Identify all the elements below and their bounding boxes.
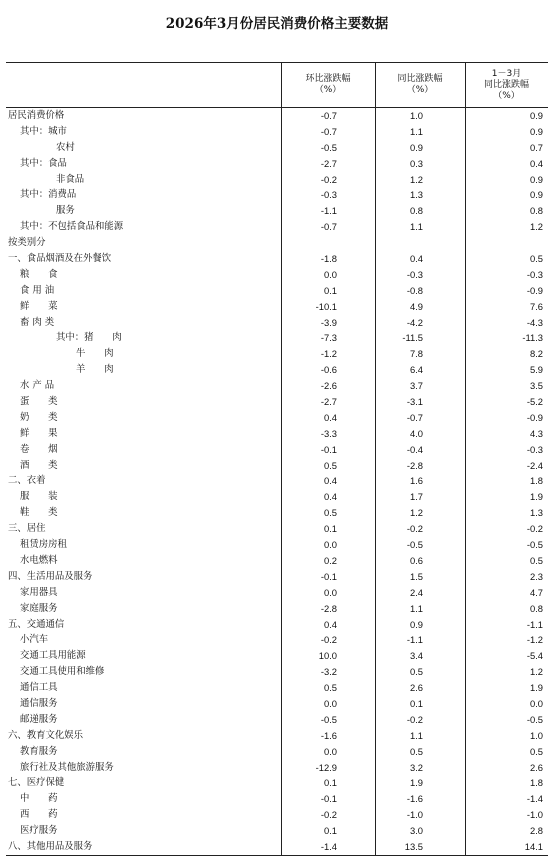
ytd-value: -2.4 bbox=[526, 459, 543, 471]
table-row bbox=[6, 203, 548, 219]
ytd-value: 0.0 bbox=[529, 697, 543, 709]
table-row bbox=[6, 315, 548, 331]
row-label: 租赁房房租 bbox=[20, 539, 67, 551]
header-yoy bbox=[375, 63, 465, 107]
yoy-value: 1.2 bbox=[409, 507, 423, 519]
yoy-value: 1.1 bbox=[409, 221, 423, 233]
yoy-value: 3.7 bbox=[409, 380, 423, 392]
row-label: 一、食品烟酒及在外餐饮 bbox=[8, 253, 112, 265]
table-row bbox=[6, 760, 548, 776]
table-row bbox=[6, 521, 548, 537]
row-label: 水电燃料 bbox=[20, 554, 58, 566]
ytd-value: 1.0 bbox=[529, 729, 543, 741]
row-label: 农村 bbox=[56, 141, 75, 153]
ytd-value: 2.3 bbox=[529, 570, 543, 582]
mom-value: -0.2 bbox=[320, 809, 337, 821]
mom-value: -2.7 bbox=[320, 396, 337, 408]
mom-value: -1.6 bbox=[320, 729, 337, 741]
yoy-value: 1.1 bbox=[409, 602, 423, 614]
table-row bbox=[6, 569, 548, 585]
mom-value: 10.0 bbox=[318, 650, 337, 662]
row-label: 鲜 果 bbox=[20, 427, 58, 439]
ytd-value: -1.0 bbox=[526, 809, 543, 821]
yoy-value: 0.4 bbox=[409, 253, 423, 265]
yoy-value: 1.1 bbox=[409, 125, 423, 137]
ytd-value: 5.9 bbox=[529, 364, 543, 376]
ytd-value: 1.8 bbox=[529, 777, 543, 789]
ytd-value: 14.1 bbox=[524, 840, 543, 852]
ytd-value: -0.3 bbox=[526, 443, 543, 455]
ytd-value: 0.9 bbox=[529, 173, 543, 185]
row-label: 粮 食 bbox=[20, 268, 58, 280]
table-row bbox=[6, 251, 548, 267]
row-label: 畜 肉 类 bbox=[20, 316, 55, 328]
mom-value: 0.5 bbox=[323, 682, 337, 694]
header-ytd-label: 同比涨跌幅 bbox=[483, 79, 529, 90]
yoy-value: -0.2 bbox=[406, 523, 423, 535]
ytd-value: -0.5 bbox=[526, 713, 543, 725]
ytd-value: -0.5 bbox=[526, 539, 543, 551]
row-label: 交通工具使用和维修 bbox=[20, 666, 105, 678]
yoy-value: 2.6 bbox=[409, 682, 423, 694]
mom-value: 0.0 bbox=[323, 268, 337, 280]
yoy-value: 4.0 bbox=[409, 427, 423, 439]
ytd-value: 1.8 bbox=[529, 475, 543, 487]
yoy-value: 1.5 bbox=[409, 570, 423, 582]
row-label: 按类别分 bbox=[8, 237, 46, 249]
ytd-value: -11.3 bbox=[522, 332, 543, 344]
mom-value: 0.0 bbox=[323, 745, 337, 757]
ytd-value: 1.3 bbox=[529, 507, 543, 519]
ytd-value: 2.8 bbox=[529, 825, 543, 837]
row-label: 其中：消费品 bbox=[20, 189, 77, 201]
ytd-value: -1.1 bbox=[526, 618, 543, 630]
yoy-value: 1.6 bbox=[409, 475, 423, 487]
header-mom bbox=[281, 63, 375, 107]
yoy-value: 3.2 bbox=[409, 761, 423, 773]
yoy-value: -0.4 bbox=[406, 443, 423, 455]
row-label: 二、衣着 bbox=[8, 475, 46, 487]
mom-value: -1.1 bbox=[320, 205, 337, 217]
row-label: 酒 类 bbox=[20, 459, 58, 471]
row-label: 鞋 类 bbox=[20, 507, 58, 519]
table-row bbox=[6, 489, 548, 505]
row-label: 四、生活用品及服务 bbox=[8, 570, 93, 582]
mom-value: 0.1 bbox=[323, 777, 337, 789]
yoy-value: 1.7 bbox=[409, 491, 423, 503]
row-label: 八、其他用品及服务 bbox=[8, 840, 93, 852]
row-label: 其中：城市 bbox=[20, 125, 67, 137]
ytd-value: -0.3 bbox=[526, 268, 543, 280]
row-label: 其中：不包括食品和能源 bbox=[20, 221, 124, 233]
table-row bbox=[6, 140, 548, 156]
yoy-value: -0.2 bbox=[406, 713, 423, 725]
ytd-value: 1.9 bbox=[529, 682, 543, 694]
table-row bbox=[6, 505, 548, 521]
mom-value: -1.8 bbox=[320, 253, 337, 265]
row-label: 水 产 品 bbox=[20, 380, 55, 392]
ytd-value: 0.9 bbox=[529, 125, 543, 137]
yoy-value: 7.8 bbox=[409, 348, 423, 360]
ytd-value: -5.2 bbox=[526, 396, 543, 408]
table-row bbox=[6, 156, 548, 172]
yoy-value: 3.4 bbox=[409, 650, 423, 662]
mom-value: 0.4 bbox=[323, 491, 337, 503]
ytd-value: 8.2 bbox=[529, 348, 543, 360]
yoy-value: -3.1 bbox=[406, 396, 423, 408]
mom-value: -0.7 bbox=[320, 125, 337, 137]
table-row bbox=[6, 839, 548, 855]
yoy-value: 0.5 bbox=[409, 666, 423, 678]
mom-value: -3.9 bbox=[320, 316, 337, 328]
row-label: 服 装 bbox=[20, 491, 58, 503]
ytd-value: 0.9 bbox=[529, 189, 543, 201]
row-label: 鲜 菜 bbox=[20, 300, 58, 312]
mom-value: -12.9 bbox=[315, 761, 337, 773]
row-label: 教育服务 bbox=[20, 745, 58, 757]
yoy-value: -0.3 bbox=[406, 268, 423, 280]
mom-value: 0.0 bbox=[323, 539, 337, 551]
ytd-value: 1.2 bbox=[529, 666, 543, 678]
table-row bbox=[6, 680, 548, 696]
header-yoy-label: 同比涨跌幅 bbox=[397, 74, 443, 84]
table-row bbox=[6, 124, 548, 140]
mom-value: -10.1 bbox=[315, 300, 337, 312]
table-row bbox=[6, 648, 548, 664]
table-row bbox=[6, 108, 548, 124]
table-row bbox=[6, 426, 548, 442]
table-row bbox=[6, 807, 548, 823]
header-mom-unit: （%） bbox=[314, 85, 342, 95]
table-row bbox=[6, 235, 548, 251]
ytd-value: 2.6 bbox=[529, 761, 543, 773]
yoy-value: -11.5 bbox=[402, 332, 423, 344]
table-row bbox=[6, 172, 548, 188]
yoy-value: 1.0 bbox=[409, 110, 423, 121]
row-label: 卷 烟 bbox=[20, 443, 58, 455]
table-row bbox=[6, 187, 548, 203]
row-label: 三、居住 bbox=[8, 523, 46, 535]
mom-value: -0.1 bbox=[320, 443, 337, 455]
table-row bbox=[6, 601, 548, 617]
row-label: 医疗服务 bbox=[20, 825, 58, 837]
yoy-value: 0.9 bbox=[409, 618, 423, 630]
mom-value: -0.2 bbox=[320, 173, 337, 185]
mom-value: -0.7 bbox=[320, 221, 337, 233]
row-label: 五、交通通信 bbox=[8, 618, 65, 630]
page-title: 2026年3月份居民消费价格主要数据 bbox=[165, 16, 389, 32]
mom-value: 0.2 bbox=[323, 554, 337, 566]
row-label: 其中：食品 bbox=[20, 157, 67, 169]
table-row bbox=[6, 346, 548, 362]
row-label: 六、教育文化娱乐 bbox=[8, 729, 84, 741]
table-row bbox=[6, 378, 548, 394]
yoy-value: -0.5 bbox=[406, 539, 423, 551]
table-row bbox=[6, 458, 548, 474]
table-row bbox=[6, 617, 548, 633]
row-label: 非食品 bbox=[56, 173, 85, 185]
row-label: 旅行社及其他旅游服务 bbox=[20, 761, 114, 773]
row-label: 家庭服务 bbox=[20, 602, 58, 614]
ytd-value: -1.4 bbox=[526, 793, 543, 805]
mom-value: -3.3 bbox=[320, 427, 337, 439]
row-label: 其中：猪 肉 bbox=[56, 332, 122, 344]
mom-value: -0.3 bbox=[320, 189, 337, 201]
mom-value: -1.2 bbox=[320, 348, 337, 360]
mom-value: -0.1 bbox=[320, 793, 337, 805]
table-row bbox=[6, 473, 548, 489]
table-row bbox=[6, 823, 548, 839]
yoy-value: -1.6 bbox=[406, 793, 423, 805]
ytd-value: 4.3 bbox=[529, 427, 543, 439]
ytd-value: 0.4 bbox=[529, 157, 543, 169]
mom-value: 0.4 bbox=[323, 475, 337, 487]
row-label: 食 用 油 bbox=[20, 284, 55, 296]
mom-value: 0.5 bbox=[323, 459, 337, 471]
table-row bbox=[6, 362, 548, 378]
ytd-value: -4.3 bbox=[526, 316, 543, 328]
yoy-value: 0.3 bbox=[409, 157, 423, 169]
mom-value: 0.4 bbox=[323, 618, 337, 630]
table-row bbox=[6, 712, 548, 728]
mom-value: -0.2 bbox=[320, 634, 337, 646]
ytd-value: 0.5 bbox=[529, 554, 543, 566]
table-row bbox=[6, 696, 548, 712]
yoy-value: -2.8 bbox=[406, 459, 423, 471]
yoy-value: 0.1 bbox=[409, 697, 423, 709]
mom-value: 0.0 bbox=[323, 697, 337, 709]
row-label: 邮递服务 bbox=[20, 713, 58, 725]
table-row bbox=[6, 219, 548, 235]
yoy-value: 1.9 bbox=[409, 777, 423, 789]
ytd-value: 0.7 bbox=[529, 141, 543, 153]
ytd-value: -0.2 bbox=[526, 523, 543, 535]
table-bottom-rule bbox=[6, 855, 548, 856]
yoy-value: 0.8 bbox=[409, 205, 423, 217]
mom-value: -3.2 bbox=[320, 666, 337, 678]
header-ytd-period: 1－3月 bbox=[491, 68, 522, 79]
yoy-value: 2.4 bbox=[409, 586, 423, 598]
mom-value: -1.4 bbox=[320, 840, 337, 852]
table-row bbox=[6, 632, 548, 648]
table-row bbox=[6, 537, 548, 553]
ytd-value: -0.9 bbox=[526, 284, 543, 296]
yoy-value: -0.7 bbox=[406, 411, 423, 423]
header-yoy-unit: （%） bbox=[406, 85, 434, 95]
mom-value: -2.8 bbox=[320, 602, 337, 614]
ytd-value: 0.5 bbox=[529, 745, 543, 757]
table-row bbox=[6, 283, 548, 299]
table-body bbox=[6, 108, 548, 855]
ytd-value: 0.8 bbox=[529, 602, 543, 614]
mom-value: 0.5 bbox=[323, 507, 337, 519]
mom-value: -0.5 bbox=[320, 713, 337, 725]
cpi-table bbox=[6, 62, 548, 856]
row-label: 交通工具用能源 bbox=[20, 650, 86, 662]
row-label: 服务 bbox=[56, 205, 75, 217]
yoy-value: -4.2 bbox=[406, 316, 423, 328]
mom-value: 0.1 bbox=[323, 523, 337, 535]
row-label: 中 药 bbox=[20, 793, 58, 805]
table-row bbox=[6, 791, 548, 807]
yoy-value: 13.5 bbox=[404, 840, 423, 852]
table-row bbox=[6, 744, 548, 760]
table-row bbox=[6, 775, 548, 791]
yoy-value: -0.8 bbox=[406, 284, 423, 296]
mom-value: 0.1 bbox=[323, 284, 337, 296]
yoy-value: 3.0 bbox=[409, 825, 423, 837]
mom-value: 0.1 bbox=[323, 825, 337, 837]
header-ytd bbox=[465, 63, 548, 107]
table-row bbox=[6, 330, 548, 346]
yoy-value: 1.2 bbox=[409, 173, 423, 185]
yoy-value: -1.1 bbox=[406, 634, 423, 646]
ytd-value: 7.6 bbox=[529, 300, 543, 312]
ytd-value: 0.8 bbox=[529, 205, 543, 217]
yoy-value: 6.4 bbox=[409, 364, 423, 376]
row-label: 奶 类 bbox=[20, 411, 58, 423]
row-label: 家用器具 bbox=[20, 586, 58, 598]
mom-value: 0.4 bbox=[323, 411, 337, 423]
row-label: 蛋 类 bbox=[20, 396, 58, 408]
mom-value: -0.7 bbox=[320, 110, 337, 121]
row-label: 牛 肉 bbox=[76, 348, 114, 360]
table-row bbox=[6, 728, 548, 744]
table-row bbox=[6, 553, 548, 569]
row-label: 通信服务 bbox=[20, 697, 58, 709]
table-header bbox=[6, 62, 548, 108]
ytd-value: 0.9 bbox=[529, 110, 543, 121]
ytd-value: -0.9 bbox=[526, 411, 543, 423]
row-label: 羊 肉 bbox=[76, 364, 114, 376]
ytd-value: 4.7 bbox=[529, 586, 543, 598]
mom-value: -2.7 bbox=[320, 157, 337, 169]
ytd-value: 1.9 bbox=[529, 491, 543, 503]
table-row bbox=[6, 267, 548, 283]
row-label: 七、医疗保健 bbox=[8, 777, 65, 789]
yoy-value: 1.3 bbox=[409, 189, 423, 201]
mom-value: -0.5 bbox=[320, 141, 337, 153]
mom-value: -7.3 bbox=[320, 332, 337, 344]
header-mom-label: 环比涨跌幅 bbox=[305, 74, 351, 84]
table-row bbox=[6, 664, 548, 680]
row-label: 居民消费价格 bbox=[8, 110, 65, 121]
row-label: 小汽车 bbox=[20, 634, 49, 646]
ytd-value: 3.5 bbox=[529, 380, 543, 392]
ytd-value: 0.5 bbox=[529, 253, 543, 265]
mom-value: 0.0 bbox=[323, 586, 337, 598]
yoy-value: 4.9 bbox=[409, 300, 423, 312]
yoy-value: 1.1 bbox=[409, 729, 423, 741]
table-row bbox=[6, 299, 548, 315]
row-label: 通信工具 bbox=[20, 682, 58, 694]
yoy-value: 0.5 bbox=[409, 745, 423, 757]
yoy-value: 0.9 bbox=[409, 141, 423, 153]
ytd-value: -5.4 bbox=[526, 650, 543, 662]
ytd-value: -1.2 bbox=[526, 634, 543, 646]
mom-value: -2.6 bbox=[320, 380, 337, 392]
yoy-value: -1.0 bbox=[406, 809, 423, 821]
table-row bbox=[6, 442, 548, 458]
mom-value: -0.6 bbox=[320, 364, 337, 376]
ytd-value: 1.2 bbox=[529, 221, 543, 233]
table-row bbox=[6, 394, 548, 410]
row-label: 西 药 bbox=[20, 809, 58, 821]
table-row bbox=[6, 410, 548, 426]
yoy-value: 0.6 bbox=[409, 554, 423, 566]
mom-value: -0.1 bbox=[320, 570, 337, 582]
table-row bbox=[6, 585, 548, 601]
header-ytd-unit: （%） bbox=[493, 90, 520, 101]
